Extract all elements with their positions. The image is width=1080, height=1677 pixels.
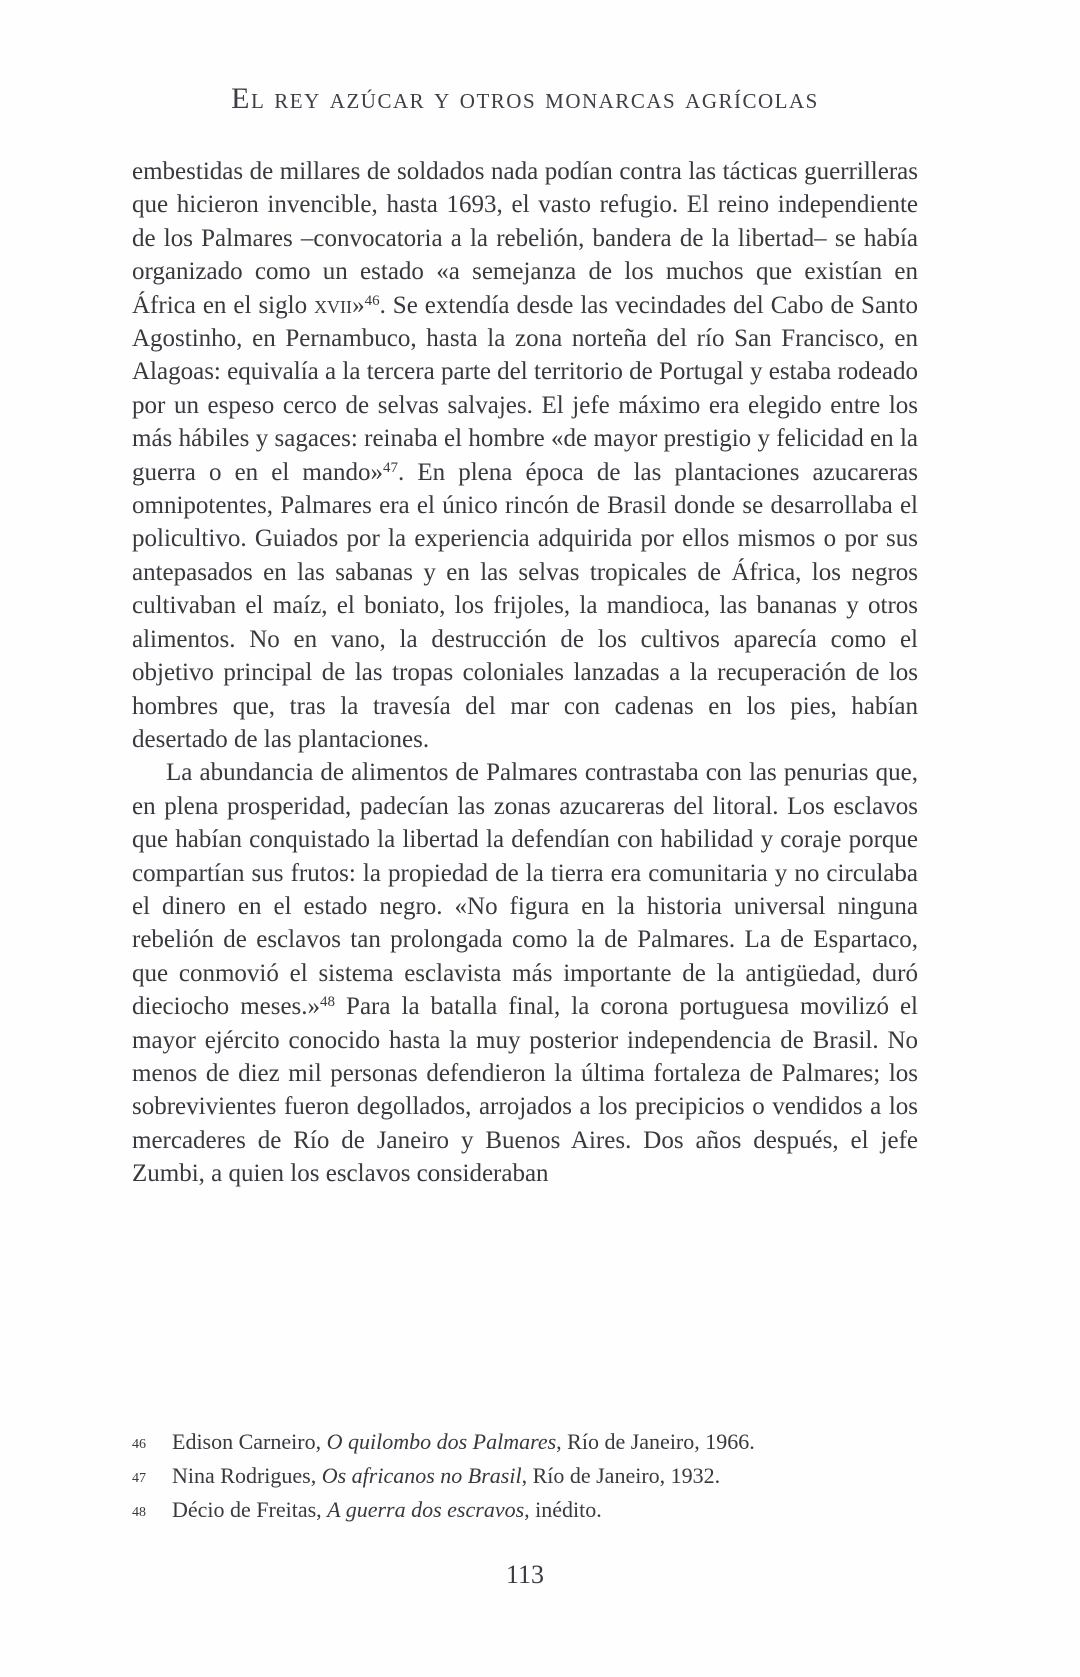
page-number: 113 [505, 1560, 545, 1589]
text-run: embestidas de millares de soldados nada podían contra las tácticas guerrilleras que hicieron invencible, hasta 1693, el vasto refugio. El reino independiente de los Palmares –convocatoria a la rebelión, bandera de la libertad– se había organizado como un estado «a semejanza de los muchos que existían en África en el siglo [132, 158, 918, 319]
footnote-text [172, 1494, 918, 1525]
text-run: . Se extendía desde las vecindades del Cabo de Santo Agostinho, en Pernambuco, hasta la zona norteña del río San Francisco, en Alagoas: equivalía a la tercera parte del territorio de Portugal y estaba rodeado por un espeso cerco de selvas salvajes. El jefe máximo era elegido entre los más hábiles y sagaces: reinaba el hombre «de mayor prestigio y felicidad en la guerra o en el mando» [132, 291, 918, 486]
text-run: Para la batalla final, la corona portuguesa movilizó el mayor ejército conocido hasta la muy posterior independencia de Brasil. No menos de diez mil personas defendieron la última fortaleza de Palmares; los sobrevivientes fueron degollados, arrojados a los precipicios o vendidos a los mercaderes de Río de Janeiro y Buenos Aires. Dos años después, el jefe Zumbi, a quien los esclavos consideraban [132, 993, 918, 1188]
footnote [132, 1426, 918, 1460]
footnote [132, 1460, 918, 1494]
text-run: , Río de Janeiro, 1932. [521, 1463, 721, 1488]
text-run: Nina Rodrigues, [172, 1463, 322, 1488]
footnote [132, 1494, 918, 1528]
running-header: El rey azúcar y otros monarcas agrícolas [231, 82, 819, 115]
footnote-reference: 47 [382, 459, 398, 476]
book-title-italic: A guerra dos escravos [327, 1497, 525, 1522]
footnote-text [172, 1426, 918, 1457]
footnote-marker: 48 [132, 1505, 146, 1520]
footnotes [132, 1426, 918, 1528]
footnote-reference: 46 [364, 292, 380, 309]
text-run: Edison Carneiro, [172, 1429, 327, 1454]
text-run: , Río de Janeiro, 1966. [556, 1429, 755, 1454]
paragraph [132, 756, 918, 1190]
text-run: » [352, 291, 365, 319]
text-run: , inédito. [524, 1497, 602, 1522]
body-text [132, 155, 918, 1191]
smallcaps-text: xvii [314, 291, 353, 319]
paragraph [132, 155, 918, 756]
book-title-italic: O quilombo dos Palmares [326, 1429, 557, 1454]
footnote-reference: 48 [320, 994, 336, 1011]
text-run: Décio de Freitas, [172, 1497, 328, 1522]
footnote-text [172, 1460, 918, 1491]
footnote-marker: 46 [132, 1437, 146, 1452]
text-run: La abundancia de alimentos de Palmares contrastaba con las penurias que, en plena prosperidad, padecían las zonas azucareras del litoral. Los esclavos que habían conquistado la libertad la defendían con habilidad y coraje porque compartían sus frutos: la propiedad de la tierra era comunitaria y no circulaba el dinero en el estado negro. «No figura en la historia universal ninguna rebelión de esclavos tan prolongada como la de Palmares. La de Espartaco, que conmovió el sistema esclavista más importante de la antigüedad, duró dieciocho meses.» [132, 759, 918, 1021]
footnote-marker: 47 [132, 1471, 146, 1486]
text-run: . En plena época de las plantaciones azucareras omnipotentes, Palmares era el único rincón de Brasil donde se desarrollaba el policultivo. Guiados por la experiencia adquirida por ellos mismos o por sus antepasados en las sabanas y en las selvas tropicales de África, los negros cultivaban el maíz, el boniato, los frijoles, la mandioca, las bananas y otros alimentos. No en vano, la destrucción de los cultivos aparecía como el objetivo principal de las tropas coloniales lanzadas a la recuperación de los hombres que, tras la travesía del mar con cadenas en los pies, habían desertado de las plantaciones. [132, 458, 918, 753]
book-title-italic: Os africanos no Brasil [321, 1463, 522, 1488]
